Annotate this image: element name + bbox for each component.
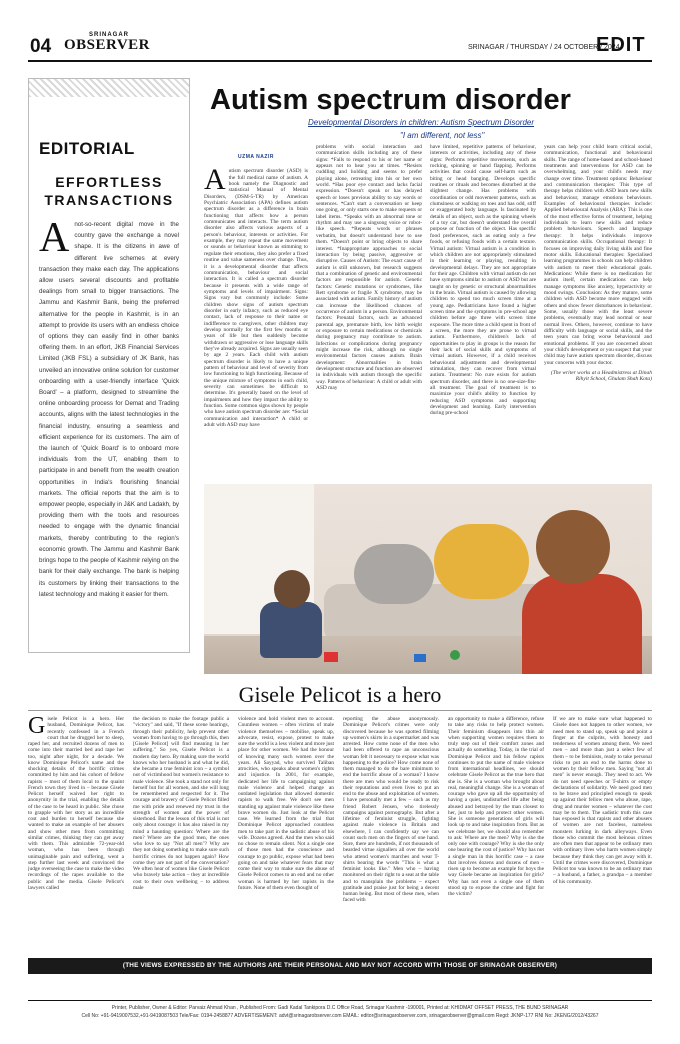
- autism-col4-text: years can help your child learn critical social, communication, functional and behavioural skills. The range of home-based and school-based treatments and interventions for ASD can be overwhelming, and your child's needs may change over time. Treatment options: Behaviour and communication therapies: This type of therapy helps children with ASD learn new skills and behaviour, manage emotions behaviours. Examples of behavioural therapies include: Applied behavioural Analysis (ABA): This is one of the most effective forms of treatment, helping individuals to learn new skills and reduce problem behaviours. Speech and language therapy: It helps individuals improve communication skills. Occupational therapy: It focuses on improving daily living skills and fine motor skills. Educational therapies: Specialised learning programmes in schools can help children with autism to meet their educational goals. Medications: While there is no medication for autism itself, certain medications can help manage symptoms like anxiety, hyperactivity or mood swings. Conclusion: As they mature, some children with ASD become more engaged with others and show fewer disturbances in behaviour. Some, usually those with the least severe problems, eventually may lead normal or near normal lives. Others, however, continue to have difficulty with language or social skills, and the teen years can bring worse behavioural and emotional problems. If you are concerned about your child's development or you suspect that your child may have autism spectrum disorder, discuss your concerns with your doctor.: [544, 144, 652, 366]
- editorial-text: not-so-recent digital move in the country gave the exchange a novel shape. It is the citizens in awe of different live schemes at every transaction they make each day. The applications allow users several discounts and profitable dealings from small to bigger transactions. The Jammu and Kashmir Bank, being the preferred alternative for the people in Kashmir, is in an attempt to provide its users with an endless choice of options they can easily find in other banks offering them. In an effort, JKB Financial Services Limited (JKB FSL) a subsidiary of JK Bank, has unveiled an innovative online solution for customer onboarding with a user-friendly interface 'Quick Board' – a platform, designed to streamline the online onboarding process for Demat and Trading accounts, aligns with the latest technologies in the financial industry, ensuring a seamless and efficient experience for its customers. The aim of the launch of 'Quick Board' is to onboard more individuals from the UT, enabling them to participate in and benefit from the wealth creation opportunities in India's flourishing financial markets. The official reports that the aim is to empower people, especially in J&K and Ladakh, by providing them with the tools and resources needed to engage with the dynamic financial markets, thereby contributing to the region's economic growth. The Jammu and Kashmir Bank brings hope to the people of Kashmir relying on the bank for their daily exchange. The bank is helping its customers by linking their transactions to the latest technology and making it easier for them.: [39, 221, 179, 598]
- editorial-label: EDITORIAL: [39, 139, 135, 158]
- autism-col2-text: problems with social interaction and communication skills including any of these signs: *Fails to respond to his or her name or appears not to hear you at times. *Resists cuddling and holding and seems to prefer playing alone, retreating into his or her own world. *Has poor eye contact and lacks facial expression. *Doesn't speak or has delayed speech or loses previous ability to say words or sentences. *Can't start a conversation or keep one going, or only starts one to make requests or label items. *Speaks with an abnormal tone or rhythm and may use a singsong voice or robot-like speech. *Repeats words or phrases verbatim, but doesn't understand how to use them. *Doesn't point or bring objects to share interest. *Inappropriate approaches to social interaction by being passive, aggressive or disruptive. Causes of Autism: The exact cause of autism is still unknown, but research suggests that a combination of genetic and environmental factors are responsible for autism. Genetic factors: Genetic mutations or syndromes, like Rett syndrome or fragile X syndrome, may be associated with autism. Family history of autism can increase the likelihood chances of occurrence of autism in a person. Environmental factors: Prenatal factors, such as advanced parental age, premature birth, low birth weight or exposure to certain medications or chemicals during pregnancy may contribute to autism. Infections or complications during pregnancy might increase the risk, although no single environmental factors causes autism. Brain development: Abnormalities in brain development structure and function are observed in individuals with autism through the specific way. Patterns of behaviour: A child or adult with ASD may: [316, 144, 422, 392]
- gisele-article: [28, 716, 652, 954]
- gisele-column-5: [448, 716, 544, 954]
- gisele-col6-text: If we are to make sure what happened to Gisele does not happen to other women, we need men to stand up, speak up and point a finger at the culprits, with honesty and tenderness of women among them. We need men – and more than just a select few of them – to be feminists, ready to take personal risks to put an end to the harms done to women by their fellow men. Saying "not all men" is never enough. They need to act. We do not need speeches or T-shirts or empty declarations of solidarity. We need good men to be brave and principled enough to speak up against their fellow men who abuse, rape, drug and murder women – whatever the cost may be to them. The sadistic truth this case has exposed is that rapists and other abusers of women are not faceless, nameless monsters lurking in dark alleyways. Even those who commit the most heinous crimes are often men that appear to be ordinary men with ordinary lives who harm women simply because they think they can get away with it. Until the crimes were discovered, Dominique Pelicot too was known to be an ordinary man – a husband, a father, a grandpa – a member of his community.: [553, 716, 652, 885]
- masthead-logo[interactable]: [64, 32, 154, 52]
- photo-woman-body: [522, 574, 642, 674]
- page-header: [0, 0, 680, 62]
- photo-toy-green: [450, 650, 460, 660]
- gisele-col5-text: an opportunity to make a difference, refuse to take any risks to help protect women. Their feminism disappears into thin air when supporting women requires them to truly step out of their comfort zones and actually do something. Today, in the trial of Dominique Pelicot and his fellow rapists continues to put the name of male violence from international headlines, we should celebrate Gisele Pelicot as the true hero that she is. She is a woman who brought about real, meaningful change. She is a woman of courage who gave up all the opportunity of having a quiet, undisturbed life after being abused and betrayed by the man closest to her, just to help and protect other women. She is someone generations of girls will look up to and take inspiration from. But as we celebrate her, we should also remember to ask: Where are the men? Why is she the only one with courage? Why is she the only one bearing the cost of justice? Why has not a single man in this horrific case – a case that involves dozens and dozens of men – risen up to become an example for boys the way Gisele became an inspiration for girls? Why has not even a single one of them stood up to expose the crime and fight for the victim?: [448, 716, 544, 897]
- gisele-rule: [28, 710, 652, 711]
- page-number: 04: [30, 36, 52, 57]
- imprint-line-1: Printer, Publisher, Owner & Editor: Parvaiz Ahmad Khan , Published From: Gadi Kadal Tankipora D.C Office Road, Srinagar Kashmir -190001, Printed at: KHIDMAT OFFSET PRESS, THE BUND SRINAGAR: [111, 1005, 569, 1011]
- photo-boy-head: [274, 570, 310, 608]
- autism-writer-note: (The writer works at a Headmistress at Dinah Rihyit School, Ghulam Shah Kota): [550, 370, 652, 383]
- autism-subhead: Developmental Disorders in children: Autism Spectrum Disorder: [308, 118, 535, 127]
- gisele-col1-text: isele Pelicot is a hero. Her husband, Dominique Pelicot, has recently confessed in a French court that he drugged her to sleep, raped her, and recruited dozens of men to come into their married bed and rape her too, night after night, for a decade. We know Dominique Pelicot's name and the shocking details of the horrific crimes committed by him and his cohort of fellow rapists – most of them local to the quaint French town they lived in – because Gisele Pelicot herself waived her right to anonymity in the trial, enabling the details of the case to be heard in public. She chose to grapple with her story as an incredible cost and burden to herself because she wanted to make an example of her abusers and show other men from committing similar crimes, thinking they can get away with them. This admirable 72-year-old woman, who has been through unimaginable pain and suffering, went a step further last week and convinced the judge overseeing the case to make the video recordings of the rapes available to the public and the media. Gisele Pelicot's lawyers called: [28, 716, 124, 891]
- photo-grey-pillow: [354, 544, 434, 604]
- imprint-line-2: Cell No: +91-9419007532,+91-9419087503 Tele/Fax: 0194-2458877 ADVERTISEMENT: advt@srinagarobserver.com EMAIL: editor@srinagarobserver.com, srinagarobserver@gmail.com Regd: JKNP-177 RNI No: JKENG/2012/43267: [81, 1013, 599, 1019]
- photo-toy-red: [324, 652, 338, 662]
- autism-article: [204, 144, 652, 474]
- photo-boy-body: [260, 602, 322, 658]
- gisele-column-3: [238, 716, 334, 954]
- photo-toy-blue: [414, 654, 426, 662]
- dateline: SRINAGAR / THURSDAY / 24 OCTOBER / 2024: [468, 44, 620, 51]
- imprint-footer: [28, 1004, 652, 1020]
- logo-small-text: SRINAGAR: [88, 32, 129, 38]
- photo-yellow-pillow: [434, 524, 529, 599]
- gisele-dropcap: G: [28, 716, 46, 739]
- autism-byline: UZMA NAZIR: [238, 154, 274, 160]
- autism-column-3: [430, 144, 536, 474]
- autism-col3-text: have limited, repetitive patterns of behaviour, interests or activities, including any of these signs: Performs repetitive movements, such as rocking, spinning or hand flapping. Performs activities that could cause self-harm such as biting or head banging. Develops specific routines or rituals and becomes disturbed at the slightest change. Has problems with coordination or odd movement patterns, such as clumsiness or walking on toes and has odd, stiff or exaggerated body language. Is fascinated by details of an object, such as the spinning wheels of a toy car, but doesn't understand the overall purpose or function of the object. Has specific food preferences, such as eating only a few foods, or refusing foods with a certain texture. Virtual autism: Virtual autism is a condition in which children are not appropriately stimulated in their learning or playing, resulting in developmental delays. They are not appropriate for their age. Children with virtual autism do not have symptoms similar to autism or ASD but are taught on by genetic or structural abnormalities in the brain. Virtual autism is caused by allowing children to spend too much screen time at a young age. Pediatricians have found a higher screen time and the symptoms in pre-school age children before age three with screen time exposure. The more time a child spent in front of a screen, the more they are prone to virtual autism. Furthermore, children's lack of opportunities to play in groups is the reason for their lack of social skills and symptoms of virtual autism. However, if a child receives behavioural adjustments and developmental stimulation, they can recover from virtual autism. Treatment: No cure exists for autism spectrum disorder, and there is no one-size-fits-all treatment. The goal of treatment is to maximize your child's ability to function by reducing ASD symptoms and supporting development and learning. Early intervention during pre-school: [430, 144, 536, 417]
- section-name: EDIT: [596, 34, 646, 56]
- editorial-title: EFFORTLESS TRANSACTIONS: [44, 174, 174, 208]
- editorial-body: [39, 215, 179, 600]
- gisele-col4-text: reporting the abuse anonymously. Dominique Pelicot's crimes were only discovered because he was spotted filming up women's skirts in a supermarket and was arrested. How come none of the men who had been offered to rape an unconscious woman felt it necessary to expose what was happening to the police? How come none of them managed to do the bare minimum to end the horrific abuse of a woman? I know there are men who would be ready to risk their reputations and even lives to put an end to the abuse and exploitation of women. I have personally met a few – such as my friend Robert Jensen, who tirelessly campaigns against pornography. But after a lifetime of feminist struggle, fighting against male violence in Britain and elsewhere, I can confidently say we can count such men on the fingers of one hand. Sure, there are hundreds, if not thousands of bearded virtue signallers all over the world who attend women's marches and wear T-shirts bearing the words "This is what a feminist looks like." Men who – having monitored on their right to a seat at the table and to mansplain the problems – expect gratitude and praise just for being a decent human being. But most of these men, when faced with: [343, 716, 439, 904]
- gisele-column-2: [133, 716, 229, 954]
- gisele-col2-text: the decision to make the footage public a "victory" and said, "If these scene hearings, through their publicity, help prevent other women from having to go through this, then [Gisele Pelicot] will find meaning in her suffering." So yes, Gisele Pelicot is a modern day hero. By making sure the world knows who her husband is and what he did, she became a true feminist icon – a symbol not of victimhood but women's resistance to male violence. She took a stand not only for herself but for all women, and she will long be remembered and respected for it. The courage and bravery of Gisele Pelicot filled me with pride and renewed my trust in the strength of women and the power of sisterhood. But the lesson of this trial is not only about courage: it has also raised in my mind a haunting question: Where are the men? Where are the good men, the ones who love to say "Not all men"? Why are they not doing something to make sure such horrific crimes do not happen again? How come they are not part of the conversation? We often hear of women like Gisele Pelicot who bravely take action – they at incredible cost to their own wellbeing – to address male: [133, 716, 229, 891]
- photo-woman-hair: [536, 510, 610, 584]
- autism-col1-text: utism spectrum disorder (ASD) is the full medical name of autism. A book namely the Diagnostic and statistical Manual of Mental Disorders, (DSM-5-TR) by American Psychiatric Association (APA) defines autism spectrum disorder as a difference in brain functioning that affects how a person communicates and interacts. The term autism disorder also affects various aspects of a person's behaviour, interests or activities. For example, they may repeat the same movement or sounds or behaviour known as stimming to regulate their emotions, they also prefer a fixed routine and value sameness over change. Thus, it is a developmental disorder that affects communication, behaviour and social interaction. It is called a spectrum disorder because it presents with a wide range of symptoms and levels of impairment. Signs: Signs vary but commonly include: Some children show signs of autism spectrum disorder in early infancy, such as reduced eye contact, lack of response to their name or indifference to caregivers, other children may develop normally for the first few months or years of life but then suddenly become withdrawn or aggressive or lose language skills they've already acquired. Signs are usually seen by age 2 years. Each child with autism spectrum disorder is likely to have a unique pattern of behaviour and level of severity from low functioning to high functioning. Because of the unique mixture of symptoms in each child, severity can sometimes be difficult to determine. It's generally based on the level of impairments and how they impact the ability to function. Some common signs shown by people who have autism spectrum disorder are: *Social communication and interaction* A child or adult with ASD may have: [204, 168, 308, 429]
- autism-headline: Autism spectrum disorder: [210, 84, 571, 116]
- logo-big-text: OBSERVER: [64, 37, 150, 53]
- autism-photo: [204, 484, 652, 674]
- editorial-box: [28, 78, 190, 653]
- autism-column-1: [204, 144, 308, 474]
- autism-quote: "I am different, not less": [400, 131, 485, 140]
- gisele-column-4: [343, 716, 439, 954]
- footer-rule: [28, 1000, 652, 1001]
- editorial-dropcap: A: [39, 215, 70, 261]
- autism-column-2: [316, 144, 422, 474]
- gisele-col3-text: violence and hold violent men to account. Countless women – often victims of male violence themselves – mobilise, speak up, advocate, resist, expose, protest to make sure the world is a less violent and more just place for other women. We had the honour of knowing many such women over the years. Ali Sayyad, who survived Taliban atrocities, who speaks about women's rights and injustice. In 2001, for example, dedicated her life to campaigning against male violence and helped change an outdated legislation that allowed domestic rapists to walk free. We don't see men standing up against male violence like these brave women do. Just look at the Pelicot case. We learned from the trial that Dominique Pelicot approached countless men to take part in the sadistic abuse of his wife. Dozens agreed. And the men who said no chose to remain silent. Not a single one of those men had the conscience and courage to go public, expose what had been going on and take whatever fears that may come their way to make sure the abuse of Gisele Pelicot comes to an end and no other woman is harmed by her rapists in the future. None of them even thought of: [238, 716, 334, 891]
- header-rule: [28, 60, 652, 62]
- gisele-column-1: [28, 716, 124, 954]
- gisele-column-6: [553, 716, 652, 954]
- autism-dropcap: A: [204, 163, 226, 197]
- gisele-headline: Gisele Pelicot is a hero: [238, 682, 442, 707]
- autism-column-4: [544, 144, 652, 474]
- views-disclaimer: (THE VIEWS EXPRESSED BY THE AUTHORS ARE THEIR PERSONAL AND MAY NOT ACCORD WITH THOSE OF SRINAGAR OBSERVER): [28, 958, 652, 974]
